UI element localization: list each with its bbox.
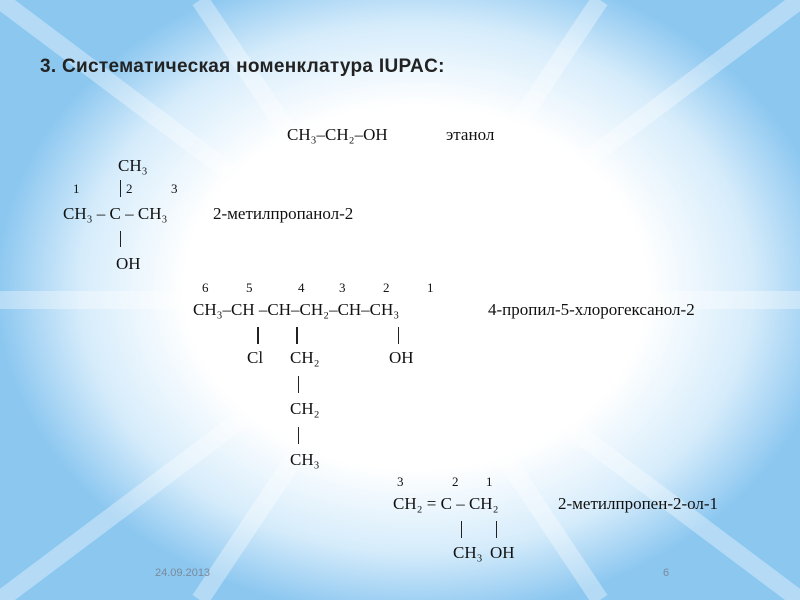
- ex3-sub-ch2a: CH₂: [290, 348, 320, 367]
- ex3-sub-cl: Cl: [247, 348, 264, 367]
- ex3-sub-ch2b: CH₂: [290, 399, 320, 418]
- ex4-bond-ch3: [461, 521, 462, 538]
- ex4-number-2: 2: [452, 474, 459, 489]
- ex3-bond-ch3: [298, 427, 299, 444]
- footer-date: 24.09.2013: [155, 567, 211, 579]
- ex4-number-3: 3: [397, 474, 404, 489]
- ex3-number-1: 1: [427, 280, 434, 295]
- ex4-sub-ch3: CH₃: [453, 543, 483, 562]
- ex4-sub-oh: OH: [490, 543, 515, 562]
- ex2-number-2: 2: [126, 181, 133, 196]
- ex4-number-1: 1: [486, 474, 493, 489]
- slide-title: 3. Систематическая номенклатура IUPAC:: [40, 56, 445, 77]
- ex2-bottom-group: OH: [116, 254, 141, 273]
- ex3-number-6: 6: [202, 280, 209, 295]
- ex2-top-group: CH₃: [118, 156, 148, 175]
- ex3-bond-ch2b: [298, 376, 299, 393]
- ex2-name: 2-метилпропанол-2: [213, 204, 354, 223]
- ex3-bond-ch2a: [296, 327, 298, 344]
- ex2-number-3: 3: [171, 181, 178, 196]
- ex2-chain: CH₃ – C – CH₃: [63, 204, 168, 223]
- ex3-sub-oh: OH: [389, 348, 414, 367]
- ex3-sub-ch3: CH₃: [290, 450, 320, 469]
- page-number: 6: [663, 567, 670, 579]
- ex4-chain: CH₂ = C – CH₂: [393, 494, 499, 513]
- ex3-bond-oh: [398, 327, 399, 344]
- ex1-name: этанол: [446, 125, 495, 144]
- ex1-formula: CH₃–CH₂–OH: [287, 125, 388, 144]
- ex3-chain: CH₃–CH –CH–CH₂–CH–CH₃: [193, 300, 400, 319]
- ex3-number-4: 4: [298, 280, 305, 295]
- ex4-bond-oh: [496, 521, 497, 538]
- ex3-number-5: 5: [246, 280, 253, 295]
- ex3-bond-cl: [257, 327, 259, 344]
- ex2-bond-bottom: [120, 231, 121, 247]
- ex3-number-3: 3: [339, 280, 346, 295]
- ex3-name: 4-пропил-5-хлорогексанол-2: [488, 300, 695, 319]
- ex2-bond-top: [120, 180, 121, 197]
- ex3-number-2: 2: [383, 280, 390, 295]
- ex4-name: 2-метилпропен-2-ол-1: [558, 494, 719, 513]
- ex2-number-1: 1: [73, 181, 80, 196]
